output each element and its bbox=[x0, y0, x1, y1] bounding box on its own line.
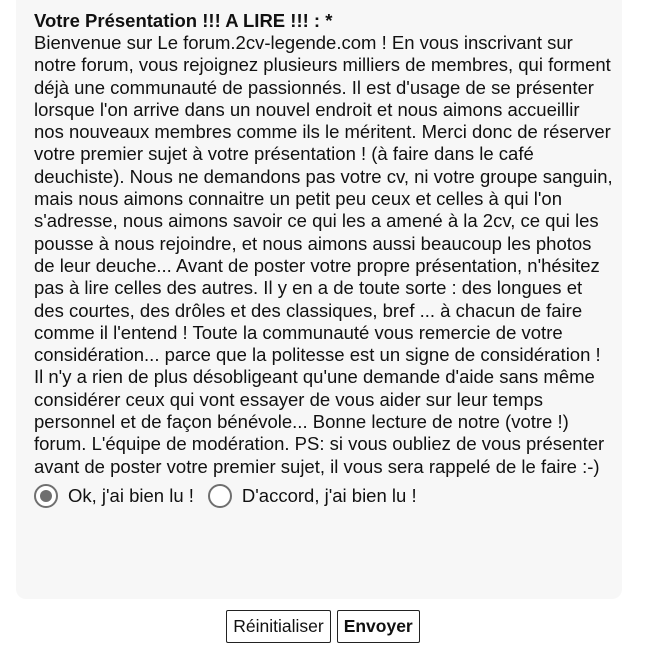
presentation-field bbox=[34, 10, 614, 510]
radio-label-daccord: D'accord, j'ai bien lu ! bbox=[241, 484, 417, 506]
form-actions bbox=[0, 610, 646, 643]
submit-button[interactable]: Envoyer bbox=[337, 610, 420, 643]
radio-option-ok[interactable] bbox=[34, 484, 194, 508]
radio-checked-icon[interactable] bbox=[34, 484, 58, 508]
reset-button[interactable]: Réinitialiser bbox=[226, 610, 330, 643]
radio-unchecked-icon[interactable] bbox=[208, 484, 232, 508]
field-label: Votre Présentation !!! A LIRE !!! : * bbox=[34, 10, 333, 31]
radio-label-ok: Ok, j'ai bien lu ! bbox=[68, 484, 194, 506]
field-description: Bienvenue sur Le forum.2cv-legende.com ! En vous inscrivant sur notre forum, vous rejoignez plusieurs milliers de membres, qui forment déjà une communauté de passionnés. Il est d'usage de se présenter lorsque l'on arrive dans un nouvel endroit et nous aimons accueillir nos nouveaux membres comme ils le méritent. Merci donc de réserver votre premier sujet à votre présentation ! (à faire dans le café deuchiste). Nous ne demandons pas votre cv, ni votre groupe sanguin, mais nous aimons connaitre un petit peu ceux et celles à qui l'on s'adresse, nous aimons savoir ce qui les a amené à la 2cv, ce qui les pousse à nous rejoindre, et nous aimons aussi beaucoup les photos de leur deuche... Avant de poster votre propre présentation, n'hésitez pas à lire celles des autres. Il y en a de toute sorte : des longues et des courtes, des drôles et des classiques, bref ... à chacun de faire comme il l'entend ! Toute la communauté vous remercie de votre considération... parce que la politesse est un signe de considération ! Il n'y a rien de plus désobligeant qu'une demande d'aide sans même considérer ceux qui vont essayer de vous aider sur leur temps personnel et de façon bénévole... Bonne lecture de notre (votre !) forum. L'équipe de modération. PS: si vous oubliez de vous présenter avant de poster votre premier sujet, il vous sera rappelé de le faire :-) bbox=[34, 32, 613, 477]
radio-option-daccord[interactable] bbox=[208, 484, 417, 508]
radio-group bbox=[34, 482, 614, 510]
radio-dot bbox=[40, 490, 52, 502]
